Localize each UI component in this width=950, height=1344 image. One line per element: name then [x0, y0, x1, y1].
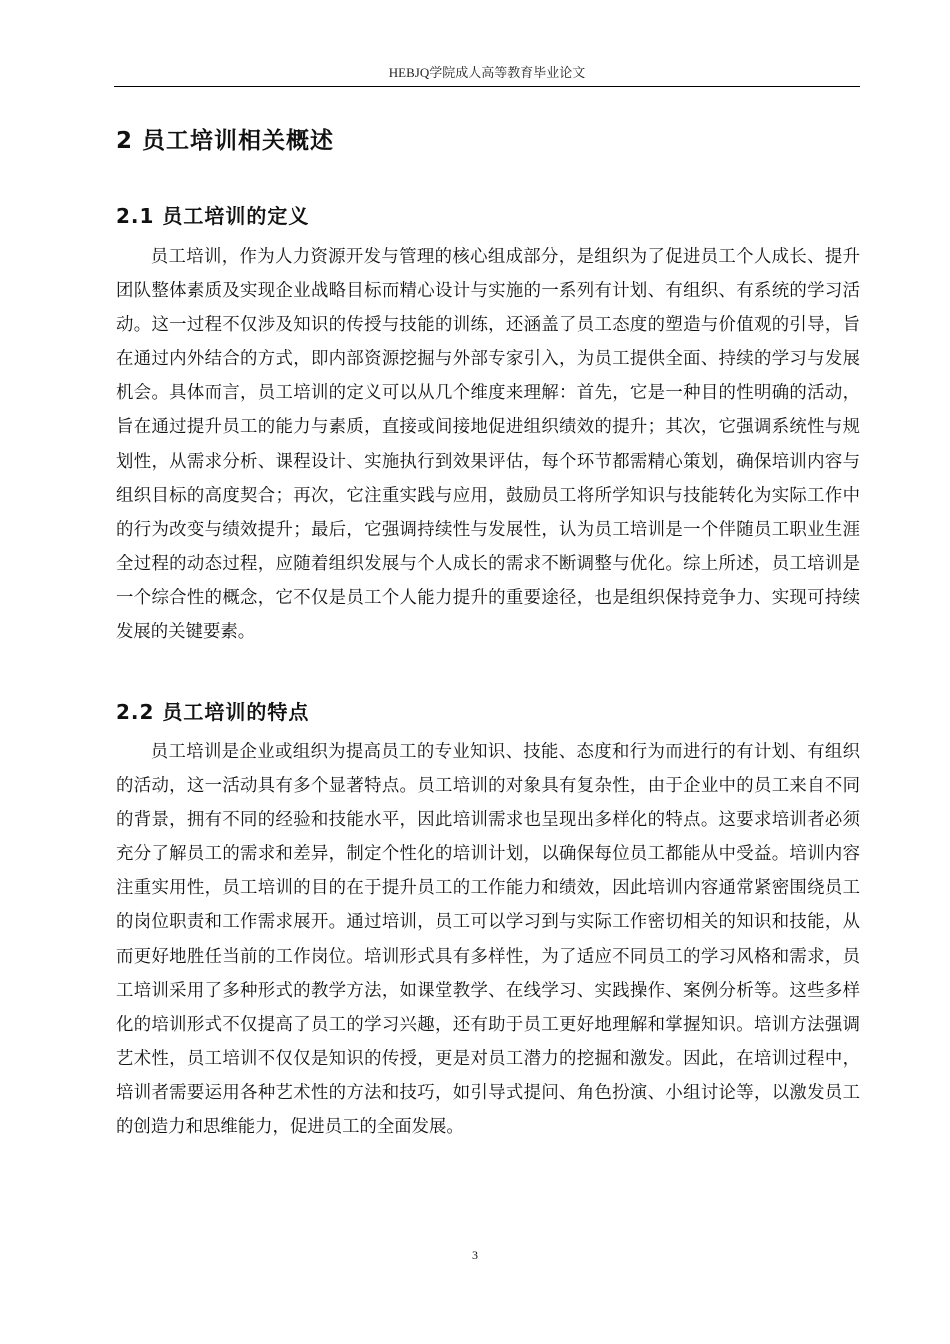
running-header: HEBJQ学院成人高等教育毕业论文 [388, 65, 586, 80]
section-2-1-paragraph: 员工培训，作为人力资源开发与管理的核心组成部分，是组织为了促进员工个人成长、提升团队整体素质及实现企业战略目标而精心设计与实施的一系列有计划、有组织、有系统的学习活动。这一过程不仅涉及知识的传授与技能的训练，还涵盖了员工态度的塑造与价值观的引导，旨在通过内外结合的方式，即内部资源挖掘与外部专家引入，为员工提供全面、持续的学习与发展机会。具体而言，员工培训的定义可以从几个维度来理解：首先，它是一种目的性明确的活动，旨在通过提升员工的能力与素质，直接或间接地促进组织绩效的提升；其次，它强调系统性与规划性，从需求分析、课程设计、实施执行到效果评估，每个环节都需精心策划，确保培训内容与组织目标的高度契合；再次，它注重实践与应用，鼓励员工将所学知识与技能转化为实际工作中的行为改变与绩效提升；最后，它强调持续性与发展性，认为员工培训是一个伴随员工职业生涯全过程的动态过程，应随着组织发展与个人成长的需求不断调整与优化。综上所述，员工培训是一个综合性的概念，它不仅是员工个人能力提升的重要途径，也是组织保持竞争力、实现可持续发展的关键要素。 [116, 247, 860, 643]
chapter-title: 2 员工培训相关概述 [116, 128, 335, 154]
page-number: 3 [472, 1248, 478, 1262]
header-rule [114, 86, 860, 87]
section-2-2-paragraph: 员工培训是企业或组织为提高员工的专业知识、技能、态度和行为而进行的有计划、有组织的活动，这一活动具有多个显著特点。员工培训的对象具有复杂性，由于企业中的员工来自不同的背景，拥有不同的经验和技能水平，因此培训需求也呈现出多样化的特点。这要求培训者必须充分了解员工的需求和差异，制定个性化的培训计划，以确保每位员工都能从中受益。培训内容注重实用性，员工培训的目的在于提升员工的工作能力和绩效，因此培训内容通常紧密围绕员工的岗位职责和工作需求展开。通过培训，员工可以学习到与实际工作密切相关的知识和技能，从而更好地胜任当前的工作岗位。培训形式具有多样性，为了适应不同员工的学习风格和需求，员工培训采用了多种形式的教学方法，如课堂教学、在线学习、实践操作、案例分析等。这些多样化的培训形式不仅提高了员工的学习兴趣，还有助于员工更好地理解和掌握知识。培训方法强调艺术性，员工培训不仅仅是知识的传授，更是对员工潜力的挖掘和激发。因此，在培训过程中，培训者需要运用各种艺术性的方法和技巧，如引导式提问、角色扮演、小组讨论等，以激发员工的创造力和思维能力，促进员工的全面发展。 [116, 742, 860, 1138]
section-2-2-title: 2.2 员工培训的特点 [116, 700, 310, 724]
section-2-1-title: 2.1 员工培训的定义 [116, 204, 310, 228]
